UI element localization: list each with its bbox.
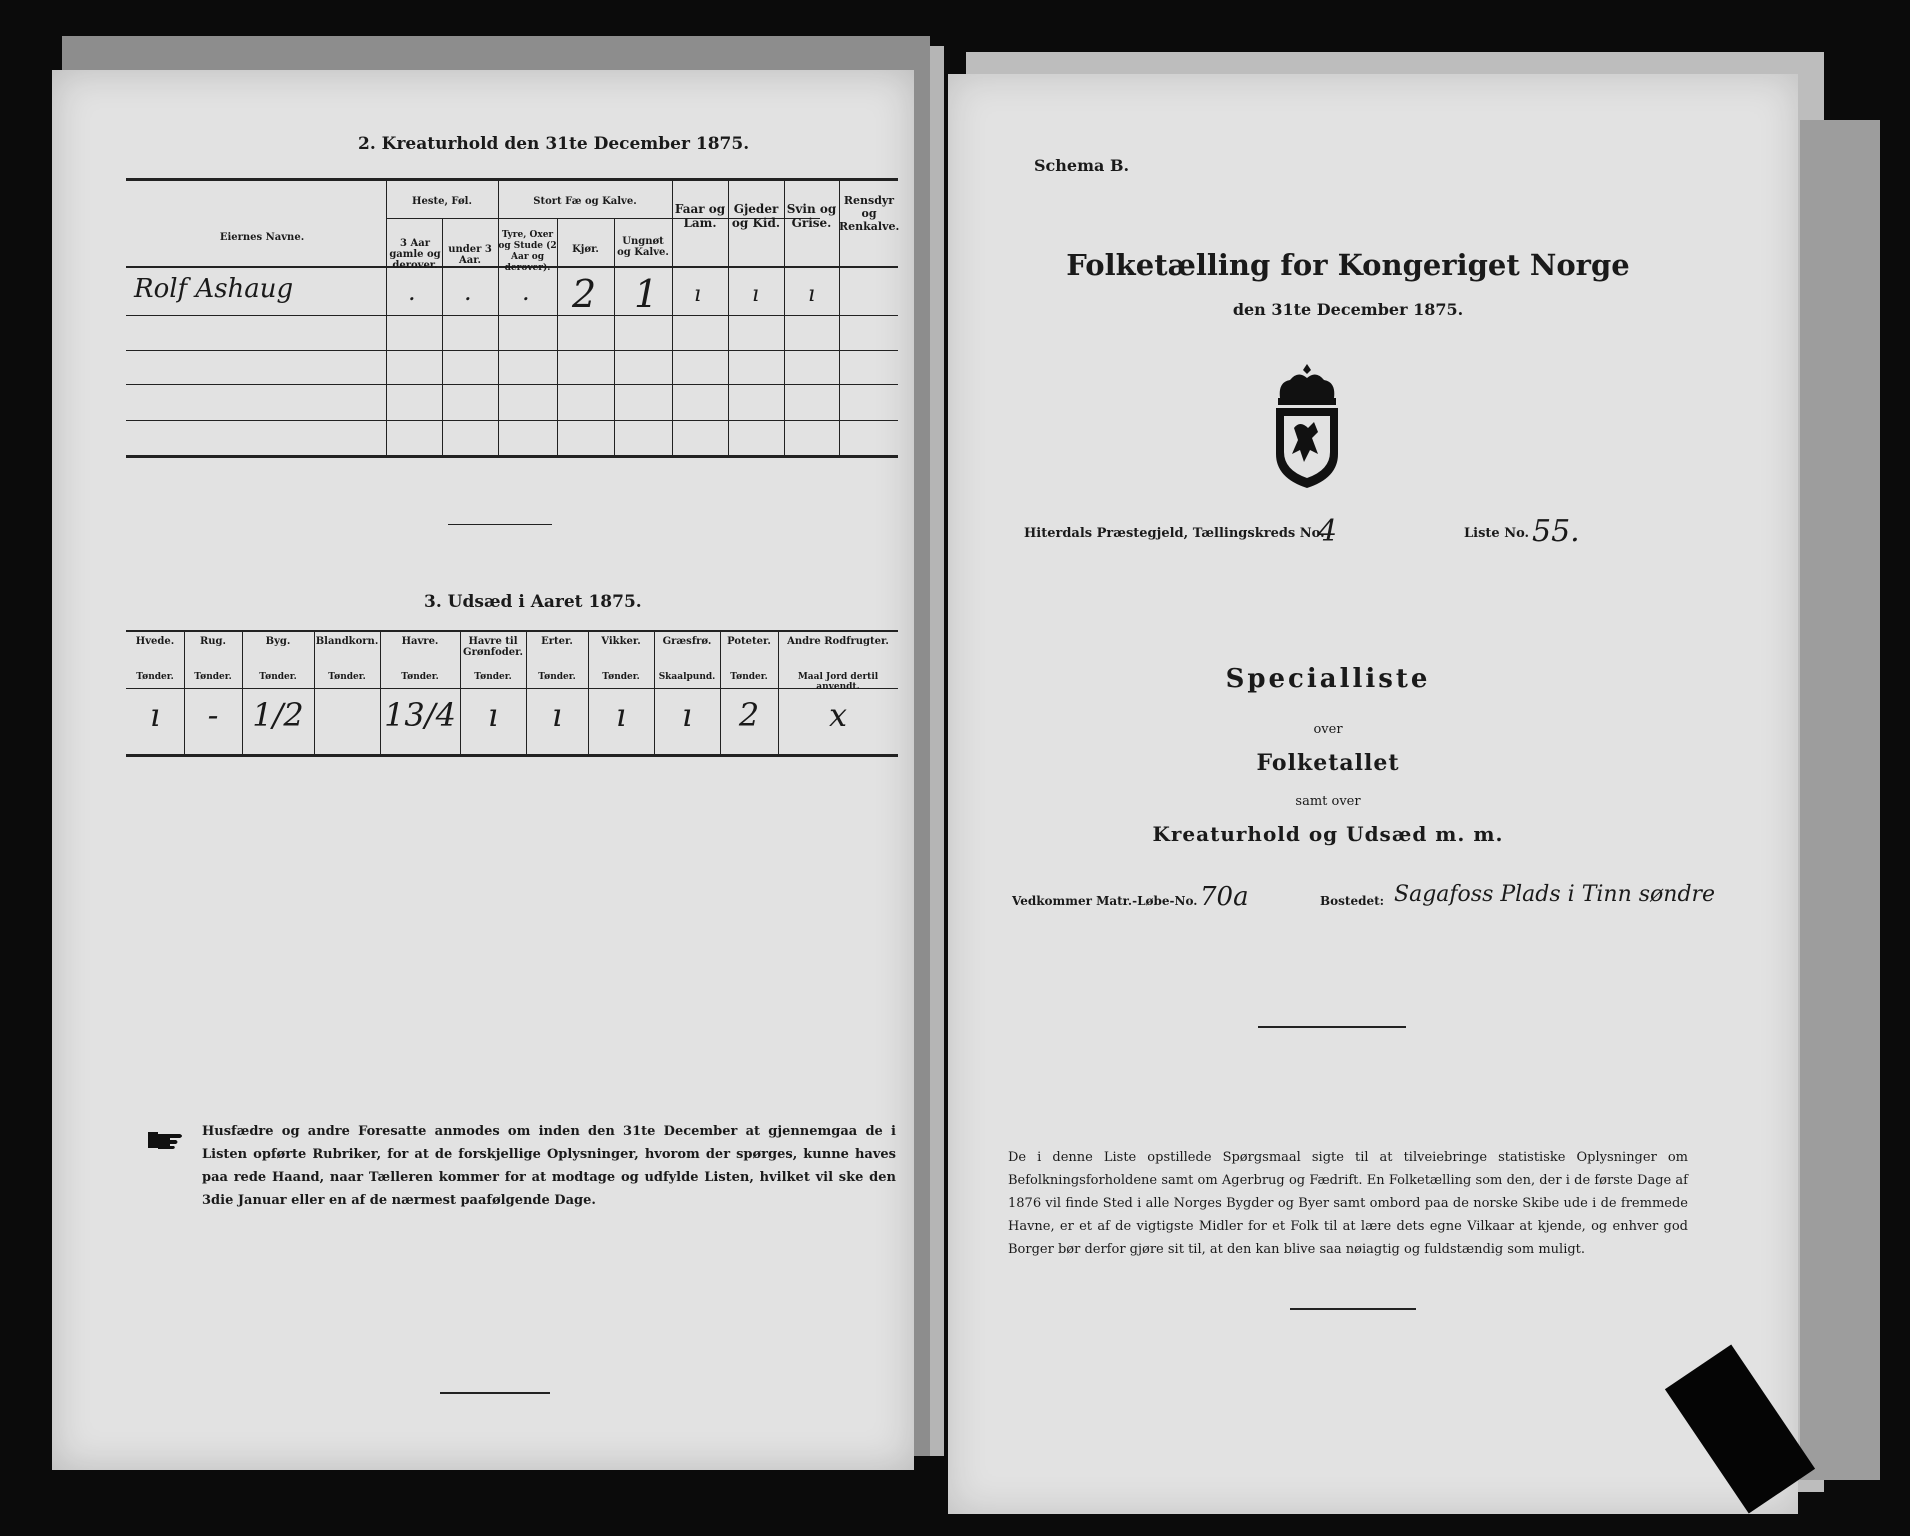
cell-3: 1/2 — [252, 696, 304, 734]
col-line — [184, 630, 185, 756]
header-heste-b: under 3 Aar. — [448, 244, 492, 266]
header-stort-b: Kjør. — [572, 244, 599, 255]
header-8: Vikker. — [601, 636, 641, 647]
right-page — [948, 74, 1798, 1514]
header-heste-a: 3 Aar gamle og derover. — [389, 238, 441, 271]
header-gjeder: Gjeder og Kid. — [731, 202, 781, 230]
section2-title: 2. Kreaturhold den 31te December 1875. — [358, 134, 750, 154]
parish-line — [1024, 526, 1325, 541]
header-3: Byg. — [265, 636, 291, 647]
header-stort-a: Tyre, Oxer og Stude (2 Aar og derover). — [498, 230, 557, 273]
list-label: Liste No. — [1464, 526, 1530, 541]
col-line — [720, 630, 721, 756]
header-names: Eiernes Navne. — [219, 232, 305, 243]
parish-name: Hiterdals — [1024, 526, 1093, 541]
divider — [1258, 1026, 1406, 1028]
header-6: Havre til Grønfoder. — [463, 636, 523, 658]
bostedet-label: Bostedet: — [1320, 894, 1385, 908]
divider — [1290, 1308, 1416, 1310]
unit-9: Skaalpund. — [658, 672, 716, 682]
unit-7: Tønder. — [538, 672, 576, 682]
parish-label: Præstegjeld, — [1096, 526, 1189, 541]
matr-number: 70a — [1200, 882, 1249, 912]
info-paragraph: De i denne Liste opstillede Spørgsmaal sigte til at tilveiebringe statistiske Oplysninger om Befolkningsforholdene samt om Agerbrug og Fædrift. En Folketælling som den, der i de første Dage af 1876 vil finde Sted i alle Norges Bygder og Byer samt ombord paa de norske Skibe ude i de fremmede Havne, er et af de vigtigste Midler for et Folk til at lære dets egne Vilkaar at kjende, og enhver god Borger bør derfor gjøre sit til, at den kan blive saa nøiagtig og fuldstændig som muligt. — [1008, 1150, 1688, 1257]
row-line — [126, 315, 898, 316]
col-line — [588, 630, 589, 756]
unit-6: Tønder. — [474, 672, 512, 682]
cell-2: - — [207, 696, 219, 734]
header-1: Hvede. — [135, 636, 175, 647]
cell-svin: ı — [808, 282, 816, 307]
unit-4: Tønder. — [328, 672, 366, 682]
header-10: Poteter. — [727, 636, 771, 647]
unit-1: Tønder. — [136, 672, 174, 682]
header-faar: Faar og Lam. — [674, 202, 726, 230]
col-line — [314, 630, 315, 756]
col-line — [242, 630, 243, 756]
district-label: Tællingskreds No. — [1192, 526, 1325, 541]
row-line — [126, 384, 898, 385]
divider — [440, 1392, 550, 1394]
main-title: Folketælling for Kongeriget Norge — [1066, 248, 1630, 282]
table-border — [126, 178, 898, 181]
cell-stort-a: . — [522, 278, 530, 306]
cell-5: 13/4 — [384, 696, 456, 734]
unit-3: Tønder. — [259, 672, 297, 682]
unit-10: Tønder. — [730, 672, 768, 682]
header-7: Erter. — [541, 636, 573, 647]
header-svin: Svin og Grise. — [786, 202, 837, 230]
over-text: over — [1313, 722, 1343, 737]
col-line — [526, 630, 527, 756]
notice-text: Husfædre og andre Foresatte anmodes om inden den 31te December at gjennemgaa de i Listen opførte Rubriker, for at de forskjellige Oplysninger, hvorom der spørges, kunne haves paa rede Haand, naar Tælleren kommer for at modtage og udfylde Listen, hvilket vil ske den 3die Januar eller en af de nærmest paafølgende Dage. — [202, 1124, 896, 1208]
cell-gjeder: ı — [752, 282, 760, 307]
header-stort: Stort Fæ og Kalve. — [533, 196, 637, 207]
unit-5: Tønder. — [401, 672, 439, 682]
cell-1: ı — [149, 696, 161, 734]
header-5: Havre. — [401, 636, 439, 647]
row-line — [126, 420, 898, 421]
row-line — [126, 350, 898, 351]
cell-10: 2 — [738, 696, 760, 734]
underlying-page-edge — [1800, 120, 1880, 1480]
header-4: Blandkorn. — [315, 636, 379, 647]
cell-heste-b: . — [464, 278, 472, 306]
header-2: Rug. — [199, 636, 227, 647]
list-number: 55. — [1532, 514, 1580, 549]
census-date: den 31te December 1875. — [1232, 300, 1464, 319]
pointing-hand-icon — [146, 1128, 186, 1152]
col-line — [778, 630, 779, 756]
cell-9: ı — [681, 696, 693, 734]
col-line — [654, 630, 655, 756]
unit-2: Tønder. — [194, 672, 232, 682]
section3-title: 3. Udsæd i Aaret 1875. — [424, 592, 642, 612]
header-rensdyr: Rensdyr og Renkalve. — [839, 194, 900, 233]
table-border — [126, 455, 898, 458]
cell-7: ı — [551, 696, 563, 734]
col-line — [380, 630, 381, 756]
header-stort-c: Ungnøt og Kalve. — [617, 236, 669, 258]
cell-8: ı — [615, 696, 627, 734]
cell-stort-b: 2 — [572, 272, 597, 316]
owner-name: Rolf Ashaug — [134, 274, 294, 304]
unit-11: Maal Jord dertil anvendt. — [797, 672, 879, 692]
norwegian-coat-of-arms-icon — [1264, 362, 1350, 490]
cell-heste-a: . — [408, 278, 416, 306]
col-line — [498, 178, 499, 458]
schema-label: Schema B. — [1034, 156, 1130, 175]
specialliste-heading: Specialliste — [1225, 664, 1431, 694]
matr-label: Vedkommer Matr.-Løbe-No. — [1012, 894, 1198, 908]
divider — [448, 524, 552, 525]
col-line — [386, 178, 387, 458]
left-page — [52, 70, 914, 1470]
district-number: 4 — [1318, 514, 1338, 549]
cell-6: ı — [487, 696, 499, 734]
samt-over-text: samt over — [1295, 794, 1361, 809]
cell-11: x — [828, 696, 848, 734]
bostedet-value: Sagafoss Plads i Tinn søndre — [1394, 882, 1716, 907]
header-heste: Heste, Føl. — [412, 196, 472, 207]
cell-faar: ı — [694, 282, 702, 307]
cell-stort-c: 1 — [634, 272, 659, 316]
unit-8: Tønder. — [602, 672, 640, 682]
header-9: Græsfrø. — [662, 636, 712, 647]
kreaturhold-heading: Kreaturhold og Udsæd m. m. — [1152, 822, 1504, 846]
header-11: Andre Rodfrugter. — [787, 636, 889, 647]
folketallet-heading: Folketallet — [1256, 750, 1400, 776]
